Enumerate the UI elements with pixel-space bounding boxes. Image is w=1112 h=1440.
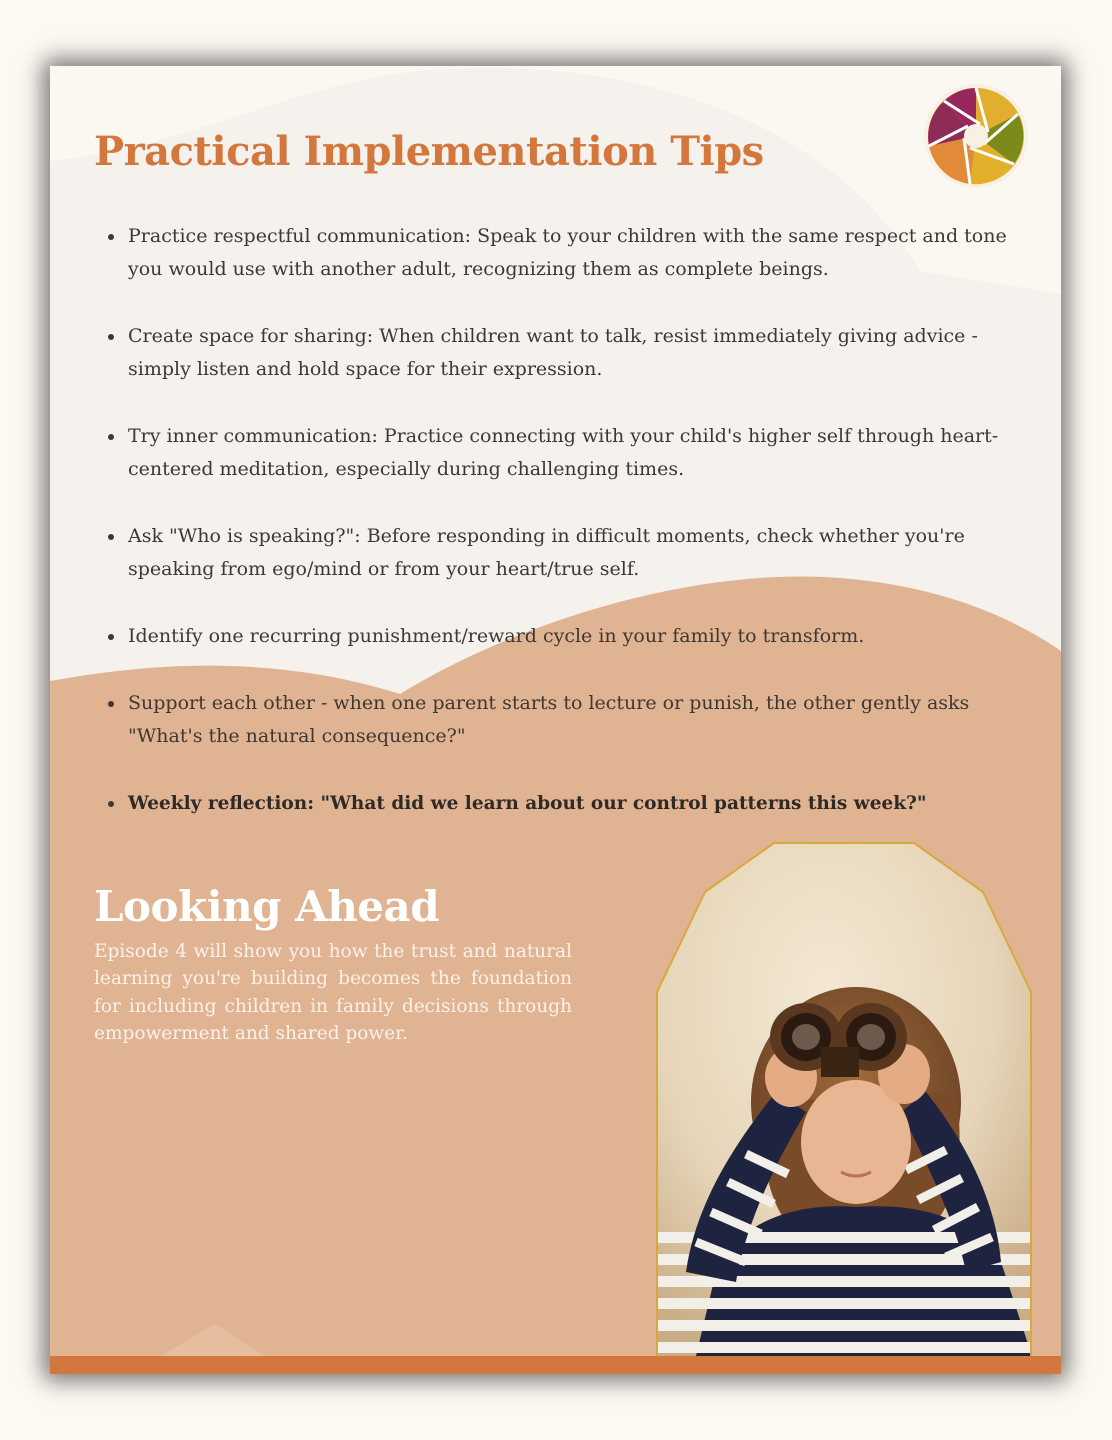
list-item: Practice respectful communication: Speak to your children with the same respect and tone you would use with another adult, recognizing them as complete beings. — [128, 220, 1028, 286]
list-item: Create space for sharing: When children want to talk, resist immediately giving advice - simply listen and hold space for their expression. — [128, 320, 1028, 386]
document-page — [50, 66, 1061, 1374]
list-item: Support each other - when one parent starts to lecture or punish, the other gently asks "What's the natural consequence?" — [128, 687, 1028, 753]
list-item-weekly-reflection: Weekly reflection: "What did we learn about our control patterns this week?" — [128, 787, 1028, 820]
aperture-logo-icon — [922, 82, 1030, 190]
bottom-bar — [50, 1356, 1061, 1374]
looking-ahead-text: Episode 4 will show you how the trust and natural learning you're building becomes the foundation for including children in family decisions through empowerment and shared power. — [94, 941, 572, 1045]
tips-list — [94, 220, 1028, 854]
list-item: Identify one recurring punishment/reward cycle in your family to transform. — [128, 620, 1028, 653]
list-item: Ask "Who is speaking?": Before responding in difficult moments, check whether you're speaking from ego/mind or from your heart/true self. — [128, 520, 1028, 586]
list-item: Try inner communication: Practice connecting with your child's higher self through heart-centered meditation, especially during challenging times. — [128, 420, 1028, 486]
looking-ahead-heading: Looking Ahead — [94, 882, 440, 931]
page-title: Practical Implementation Tips — [94, 128, 764, 175]
child-with-binoculars-photo — [656, 842, 1032, 1356]
